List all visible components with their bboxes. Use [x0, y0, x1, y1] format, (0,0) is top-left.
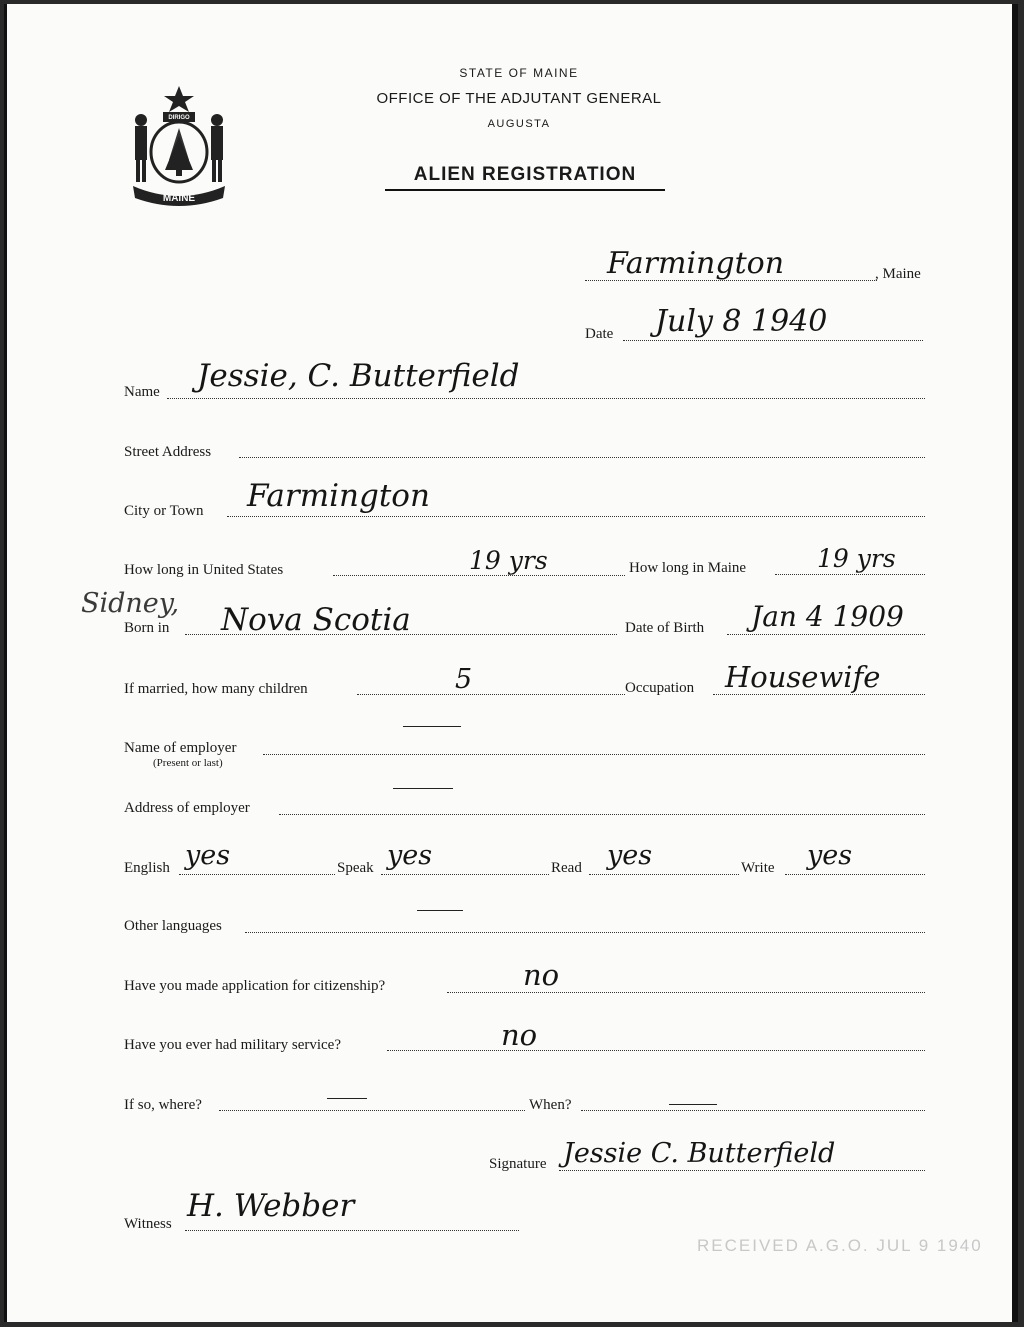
- other-languages-line: [245, 932, 925, 933]
- read-label: Read: [551, 860, 582, 876]
- city-heading: AUGUSTA: [487, 118, 551, 130]
- street-address-label: Street Address: [124, 444, 212, 460]
- citizenship-label: Have you made application for citizenship?: [124, 978, 386, 994]
- occupation-value: Housewife: [725, 660, 881, 694]
- children-label: If married, how many children: [124, 681, 308, 697]
- signature-value: Jessie C. Butterfield: [563, 1138, 836, 1169]
- office-heading: OFFICE OF THE ADJUTANT GENERAL: [376, 90, 662, 107]
- when-line: [581, 1110, 925, 1111]
- where-dash: [327, 1098, 367, 1099]
- form-page: [4, 4, 1018, 1322]
- where-label: If so, where?: [124, 1097, 202, 1113]
- city-label: City or Town: [124, 503, 204, 519]
- signature-label: Signature: [489, 1156, 547, 1172]
- other-languages-label: Other languages: [124, 918, 222, 934]
- date-of-birth-line: [727, 634, 925, 635]
- place-line: [585, 280, 877, 281]
- how-long-us-label: How long in United States: [124, 562, 284, 578]
- write-label: Write: [741, 860, 775, 876]
- employer-name-line: [263, 754, 925, 755]
- when-dash: [669, 1104, 717, 1105]
- how-long-maine-label: How long in Maine: [629, 560, 747, 576]
- speak-value: yes: [387, 840, 433, 871]
- witness-line: [185, 1230, 519, 1231]
- citizenship-value: no: [523, 958, 560, 992]
- date-of-birth-value: Jan 4 1909: [751, 600, 904, 633]
- speak-label: Speak: [337, 860, 374, 876]
- witness-label: Witness: [124, 1216, 172, 1232]
- military-line: [387, 1050, 925, 1051]
- name-value: Jessie, C. Butterfield: [197, 358, 520, 394]
- english-label: English: [124, 860, 170, 876]
- name-line: [167, 398, 925, 399]
- date-line: [623, 340, 923, 341]
- employer-address-line: [279, 814, 925, 815]
- when-label: When?: [529, 1097, 572, 1113]
- born-city-value: Sidney,: [81, 588, 180, 619]
- occupation-line: [713, 694, 925, 695]
- date-label: Date: [585, 326, 614, 342]
- city-line: [227, 516, 925, 517]
- state-heading: STATE OF MAINE: [459, 66, 579, 80]
- write-value: yes: [807, 840, 853, 871]
- signature-line: [559, 1170, 925, 1171]
- form-title: ALIEN REGISTRATION: [385, 164, 665, 191]
- years-us-value: 19 yrs: [469, 546, 548, 575]
- how-long-maine-line: [775, 574, 925, 575]
- city-value: Farmington: [247, 478, 430, 514]
- occupation-label: Occupation: [625, 680, 695, 696]
- employer-address-dash: [393, 788, 453, 789]
- military-value: no: [501, 1018, 538, 1052]
- military-label: Have you ever had military service?: [124, 1037, 341, 1053]
- where-line: [219, 1110, 525, 1111]
- years-maine-value: 19 yrs: [817, 544, 896, 573]
- svg-text:MAINE: MAINE: [162, 193, 196, 204]
- read-value: yes: [607, 840, 653, 871]
- date-value: July 8 1940: [655, 304, 828, 339]
- employer-note-label: (Present or last): [153, 757, 223, 769]
- svg-text:DIRIGO: DIRIGO: [168, 115, 190, 121]
- received-stamp: RECEIVED A.G.O. JUL 9 1940: [697, 1236, 983, 1255]
- name-label: Name: [124, 384, 160, 400]
- english-line: [179, 874, 335, 875]
- employer-address-label: Address of employer: [124, 800, 250, 816]
- children-line: [357, 694, 625, 695]
- place-value: Farmington: [607, 246, 785, 281]
- street-address-line: [239, 457, 925, 458]
- employer-name-dash: [403, 726, 461, 727]
- born-place-value: Nova Scotia: [221, 602, 411, 638]
- other-languages-dash: [417, 910, 463, 911]
- employer-name-label: Name of employer: [124, 740, 237, 756]
- maine-label: , Maine: [875, 266, 921, 282]
- how-long-us-line: [333, 575, 625, 576]
- speak-line: [381, 874, 549, 875]
- read-line: [589, 874, 739, 875]
- write-line: [785, 874, 925, 875]
- born-in-label: Born in: [124, 620, 170, 636]
- date-of-birth-label: Date of Birth: [625, 620, 705, 636]
- witness-value: H. Webber: [187, 1188, 355, 1224]
- children-value: 5: [455, 664, 473, 695]
- english-value: yes: [185, 840, 231, 871]
- citizenship-line: [447, 992, 925, 993]
